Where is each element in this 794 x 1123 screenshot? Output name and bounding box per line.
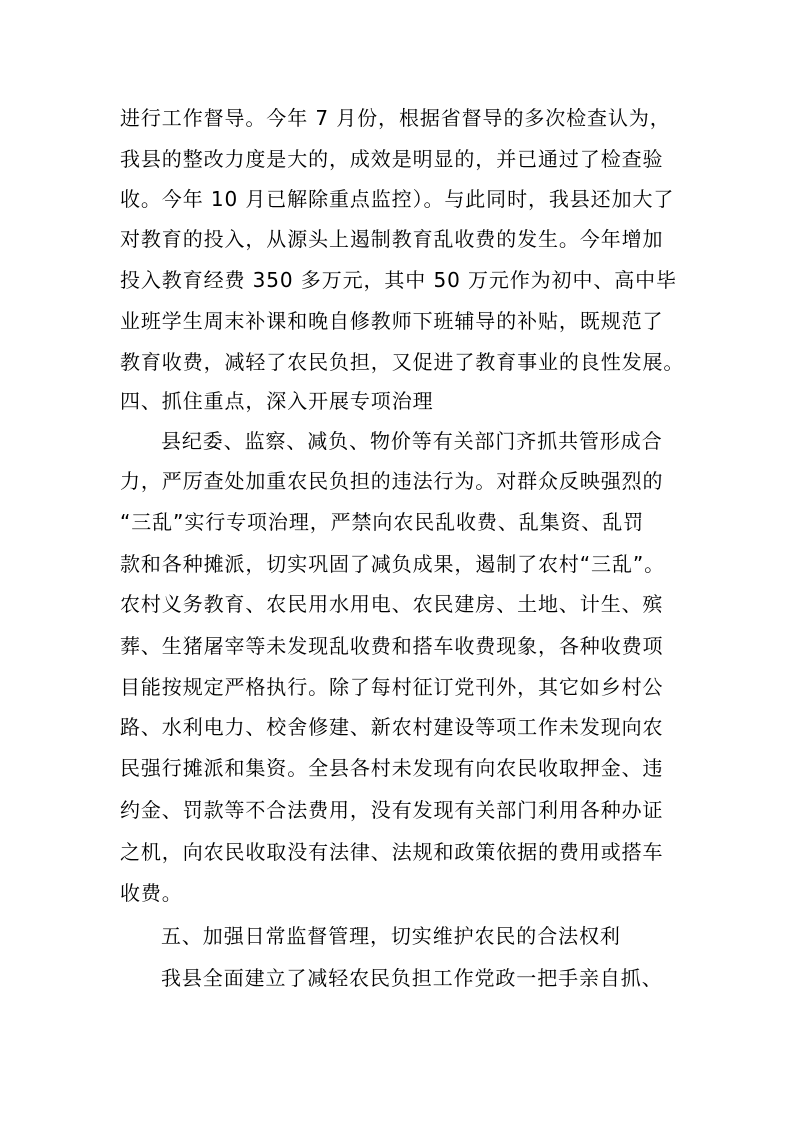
text-line: 之机，向农民收取没有法律、法规和政策依据的费用或搭车 xyxy=(120,840,664,864)
text-line: 路、水利电力、校舍修建、新农村建设等项工作未发现向农 xyxy=(120,715,664,739)
paragraph-first-line: 县纪委、监察、减负、物价等有关部门齐抓共管形成合 xyxy=(161,429,663,453)
text-line: 葬、生猪屠宰等未发现乱收费和搭车收费现象，各种收费项 xyxy=(120,634,664,658)
section-heading: 五、加强日常监督管理，切实维护农民的合法权利 xyxy=(161,924,621,948)
text-line: 收。今年 10 月已解除重点监控）。与此同时，我县还加大了 xyxy=(120,187,675,211)
text-line: 收费。 xyxy=(120,881,183,905)
text-line: 我县的整改力度是大的，成效是明显的，并已通过了检查验 xyxy=(120,147,664,171)
text-line: 农村义务教育、农民用水用电、农民建房、土地、计生、殡 xyxy=(120,592,664,616)
text-line: 目能按规定严格执行。除了每村征订党刊外，其它如乡村公 xyxy=(120,675,664,699)
paragraph-first-line: 我县全面建立了减轻农民负担工作党政一把手亲自抓、 xyxy=(161,966,663,990)
section-heading: 四、抓住重点，深入开展专项治理 xyxy=(120,389,434,413)
text-line: 力，严厉查处加重农民负担的违法行为。对群众反映强烈的 xyxy=(120,469,664,493)
text-line: 业班学生周末补课和晚自修教师下班辅导的补贴，既规范了 xyxy=(120,309,664,333)
text-line: 投入教育经费 350 多万元，其中 50 万元作为初中、高中毕 xyxy=(120,268,677,292)
text-line: 民强行摊派和集资。全县各村未发现有向农民收取押金、违 xyxy=(120,756,664,780)
text-line: “三乱”实行专项治理，严禁向农民乱收费、乱集资、乱罚 xyxy=(120,510,645,534)
text-line: 款和各种摊派，切实巩固了减负成果，遏制了农村“三乱”。 xyxy=(120,552,666,576)
text-line: 对教育的投入，从源头上遏制教育乱收费的发生。今年增加 xyxy=(120,227,664,251)
text-line: 约金、罚款等不合法费用，没有发现有关部门利用各种办证 xyxy=(120,798,664,822)
text-line: 进行工作督导。今年 7 月份，根据省督导的多次检查认为， xyxy=(120,106,671,130)
text-line: 教育收费，减轻了农民负担，又促进了教育事业的良性发展。 xyxy=(120,350,685,374)
